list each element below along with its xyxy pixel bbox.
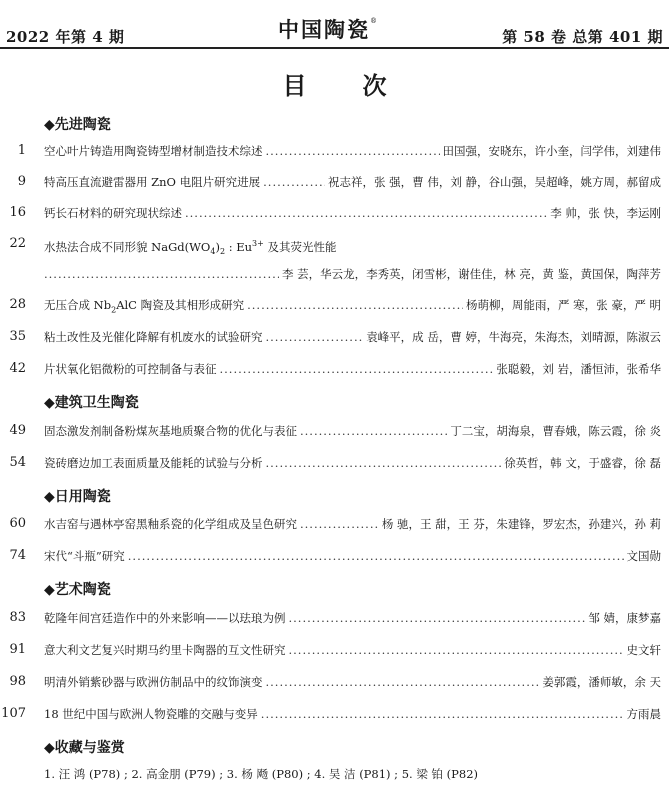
header-rule (0, 47, 669, 49)
leader-dots (128, 546, 624, 566)
entry-title: 特高压直流避雷器用 ZnO 电阻片研究进展 (44, 175, 261, 189)
toc-entry[interactable] (0, 203, 669, 223)
entry-title: 无压合成 $Nb_2AlC$ 陶瓷及其相形成研究 (44, 298, 245, 315)
entry-authors: 方雨晨 (626, 707, 661, 721)
page-title: 目次 (282, 71, 443, 100)
page-number: 91 (9, 642, 26, 657)
section-heading: ◆先进陶瓷 (44, 117, 111, 133)
entry-authors: 田国强，安晓东，许小奎，闫学伟，刘建伟 (442, 144, 661, 158)
leader-dots (263, 172, 325, 192)
entry-title: 空心叶片铸造用陶瓷铸型增材制造技术综述 (44, 144, 263, 158)
entry-authors: 杨 驰，王 甜，王 芬，朱建锋，罗宏杰，孙建兴，孙 莉 (381, 517, 661, 531)
entry-authors: 李 芸，华云龙，李秀英，闭雪彬，谢佳佳，林 亮，黄 鉴，黄国保，陶萍芳 (282, 267, 661, 281)
entry-authors: 张聪毅，刘 岩，潘恒沛，张希华 (496, 362, 661, 376)
toc-entry[interactable] (0, 295, 669, 315)
entry-authors: 李 帅，张 快，李运刚 (550, 206, 661, 220)
toc-entry[interactable] (0, 672, 669, 692)
page-number: 28 (9, 297, 26, 312)
entry-title: 乾隆年间宫廷造作中的外来影响——以珐琅为例 (44, 611, 286, 625)
page-number: 74 (9, 548, 26, 563)
toc-entry[interactable] (0, 704, 669, 724)
entry-authors: 徐英哲，韩 文，于盛睿，徐 磊 (504, 456, 661, 470)
page-number: 22 (9, 236, 26, 251)
entry-title: 意大利文艺复兴时期马约里卡陶器的互文性研究 (44, 643, 286, 657)
toc-entry[interactable] (0, 421, 669, 441)
page-number: 49 (9, 423, 26, 438)
leader-dots (289, 640, 624, 660)
toc-entry[interactable] (0, 546, 669, 566)
toc-entry-continuation[interactable] (0, 264, 669, 284)
entry-authors: 邹 婧，康梦嘉 (588, 611, 661, 625)
volume-label: 第 58 卷 总第 401 期 (502, 28, 663, 46)
issue-label: 2022 年第 4 期 (6, 28, 125, 46)
entry-authors: 丁二宝，胡海泉，曹春娥，陈云霞，徐 炎 (450, 424, 661, 438)
section-heading: ◆建筑卫生陶瓷 (44, 395, 139, 411)
page-number: 42 (9, 361, 26, 376)
entry-authors: 史文轩 (626, 643, 661, 657)
page-number: 98 (9, 674, 26, 689)
page-number: 16 (9, 205, 26, 220)
entry-authors: 祝志祥，张 强，曹 伟，刘 静，谷山强，吴超峰，姚方周，郝留成 (328, 175, 661, 189)
entry-authors: 杨萌柳，周能雨，严 寒，张 豪，严 明 (466, 298, 661, 312)
section-heading: ◆收藏与鉴赏 (44, 740, 125, 756)
toc-entry[interactable] (0, 234, 669, 257)
page-number: 9 (17, 174, 26, 189)
entry-title: 水吉窑与遇林亭窑黑釉系瓷的化学组成及呈色研究 (44, 517, 297, 531)
entry-authors: 文国勋 (626, 549, 661, 563)
leader-dots (289, 608, 586, 628)
page-number: 35 (9, 329, 26, 344)
page-number: 54 (9, 455, 26, 470)
entry-title: 水热法合成不同形貌 $NaGd(WO_4)_2$ : $Eu^{3+}$ 及其荧光性能 (44, 239, 337, 257)
leader-dots (266, 327, 364, 347)
leader-dots (300, 421, 447, 441)
leader-dots (266, 141, 440, 161)
journal-logo: 中国陶瓷® (278, 17, 379, 42)
toc-entry[interactable] (0, 640, 669, 660)
toc-entry[interactable] (0, 608, 669, 628)
entry-authors: 姜郭霞，潘师敏，余 天 (542, 675, 661, 689)
entry-title: 瓷砖磨边加工表面质量及能耗的试验与分析 (44, 456, 263, 470)
leader-dots (261, 704, 624, 724)
page-number: 107 (1, 706, 26, 721)
entry-title: 18 世纪中国与欧洲人物瓷雕的交融与变异 (44, 707, 258, 721)
toc-entry[interactable] (0, 514, 669, 534)
toc-entry[interactable] (0, 359, 669, 379)
page-number: 1 (17, 143, 26, 158)
section-heading: ◆艺术陶瓷 (44, 582, 111, 598)
toc-entry[interactable] (0, 453, 669, 473)
leader-dots (300, 514, 379, 534)
toc-entry[interactable] (0, 141, 669, 161)
section-heading: ◆日用陶瓷 (44, 489, 111, 505)
toc-entry[interactable] (0, 327, 669, 347)
toc-entry[interactable] (0, 172, 669, 192)
page-number: 83 (9, 610, 26, 625)
entry-title: 粘土改性及光催化降解有机废水的试验研究 (44, 330, 263, 344)
page-number: 60 (9, 516, 26, 531)
entry-title: 钙长石材料的研究现状综述 (44, 206, 182, 220)
registered-mark: ® (370, 17, 379, 25)
leader-dots (185, 203, 547, 223)
leader-dots (247, 295, 463, 315)
entry-title: 宋代“斗瓶”研究 (44, 549, 125, 563)
page-header (0, 0, 669, 46)
leader-dots (266, 453, 502, 473)
entry-title: 明清外销紫砂器与欧洲仿制品中的纹饰演变 (44, 675, 263, 689)
collection-list: 1. 汪 鸿 (P78) ; 2. 高金朋 (P79) ; 3. 杨 飏 (P80) ; 4. 吴 洁 (P81) ; 5. 梁 铂 (P82) (44, 767, 479, 781)
leader-dots (44, 264, 279, 284)
entry-authors: 袁峰平，成 岳，曹 婷，牛海亮，朱海杰，刘晴源，陈淑云 (366, 330, 661, 344)
leader-dots (266, 672, 540, 692)
leader-dots (220, 359, 494, 379)
entry-title: 固态激发剂制备粉煤灰基地质聚合物的优化与表征 (44, 424, 297, 438)
entry-title: 片状氧化铝微粉的可控制备与表征 (44, 362, 217, 376)
